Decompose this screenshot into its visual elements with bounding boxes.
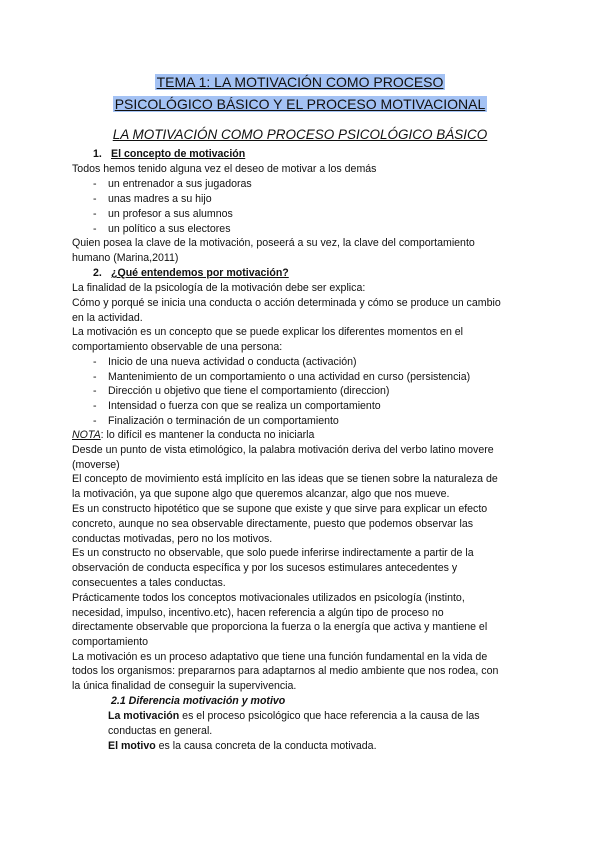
list-item: - un profesor a sus alumnos: [93, 208, 233, 220]
list-item: - Inicio de una nueva actividad o conducta (activación): [93, 356, 357, 368]
paragraph: consecuentes a tales conductas.: [72, 577, 226, 589]
paragraph: Prácticamente todos los conceptos motivacionales utilizados en psicología (instinto,: [72, 592, 465, 604]
paragraph: Es un constructo no observable, que solo puede inferirse indirectamente a partir de la: [72, 547, 474, 559]
paragraph: comportamiento observable de una persona:: [72, 341, 283, 353]
list-item: - un entrenador a sus jugadoras: [93, 178, 252, 190]
paragraph: comportamiento: [72, 636, 148, 648]
paragraph: todos los organismos: prepararnos para adaptarnos al medio ambiente que nos rodea, con: [72, 665, 499, 677]
list-item: - Mantenimiento de un comportamiento o una actividad en curso (persistencia): [93, 371, 471, 383]
section1-heading: 1. El concepto de motivación: [93, 148, 246, 160]
definition-motivacion-cont: conductas en general.: [108, 725, 213, 737]
paragraph: La motivación es un proceso adaptativo que tiene una función fundamental en la vida de: [72, 651, 488, 663]
list-item: - Intensidad o fuerza con que se realiza un comportamiento: [93, 400, 381, 412]
paragraph: humano (Marina,2011): [72, 252, 179, 264]
paragraph: observación de conducta específica y por los sucesos estimulares antecedentes y: [72, 562, 458, 574]
document-title-line2: PSICOLÓGICO BÁSICO Y EL PROCESO MOTIVACIONAL: [114, 96, 486, 112]
section21-heading: 2.1 Diferencia motivación y motivo: [111, 695, 286, 707]
list-item: - Finalización o terminación de un comportamiento: [93, 415, 339, 427]
paragraph: concreto, aunque no sea observable directamente, puesto que podemos observar las: [72, 518, 474, 530]
nota: NOTA: lo difícil es mantener la conducta no iniciarla: [72, 429, 315, 441]
paragraph: la motivación, ya que supone algo que queremos alcanzar, algo que nos mueve.: [72, 488, 450, 500]
nota-label: NOTA: [72, 429, 101, 441]
paragraph: (moverse): [72, 459, 120, 471]
paragraph: Es un constructo hipotético que se supone que existe y que sirve para explicar un efecto: [72, 503, 488, 515]
list-item: - Dirección u objetivo que tiene el comportamiento (direccion): [93, 385, 390, 397]
document-title-line1: TEMA 1: LA MOTIVACIÓN COMO PROCESO: [156, 74, 444, 90]
paragraph: en la actividad.: [72, 312, 143, 324]
paragraph: directamente observable que proporciona la fuerza o la energía que activa y mantiene el: [72, 621, 488, 633]
section1-intro: Todos hemos tenido alguna vez el deseo de motivar a los demás: [72, 163, 377, 175]
paragraph: La finalidad de la psicología de la motivación debe ser explica:: [72, 282, 366, 294]
section2-heading: 2. ¿Qué entendemos por motivación?: [93, 267, 289, 279]
paragraph: El concepto de movimiento está implícito en las ideas que se tienen sobre la naturaleza de: [72, 473, 498, 485]
list-item: - un político a sus electores: [93, 223, 231, 235]
paragraph: la única finalidad de conseguir la supervivencia.: [72, 680, 297, 692]
paragraph: Cómo y porqué se inicia una conducta o acción determinada y cómo se produce un cambio: [72, 297, 501, 309]
definition-motivacion: La motivación es el proceso psicológico que hace referencia a la causa de las: [108, 710, 480, 722]
paragraph: La motivación es un concepto que se puede explicar los diferentes momentos en el: [72, 326, 464, 338]
paragraph: Desde un punto de vista etimológico, la palabra motivación deriva del verbo latino movere: [72, 444, 494, 456]
list-item: - unas madres a su hijo: [93, 193, 212, 205]
definition-motivo: El motivo es la causa concreta de la conducta motivada.: [108, 740, 377, 752]
paragraph: Quien posea la clave de la motivación, poseerá a su vez, la clave del comportamiento: [72, 237, 475, 249]
section-subtitle: LA MOTIVACIÓN COMO PROCESO PSICOLÓGICO BÁSICO: [112, 127, 488, 142]
paragraph: conductas motivadas, pero no los motivos.: [72, 533, 273, 545]
paragraph: necesidad, impulso, incentivo.etc), hacen referencia a algún tipo de proceso no: [72, 607, 444, 619]
